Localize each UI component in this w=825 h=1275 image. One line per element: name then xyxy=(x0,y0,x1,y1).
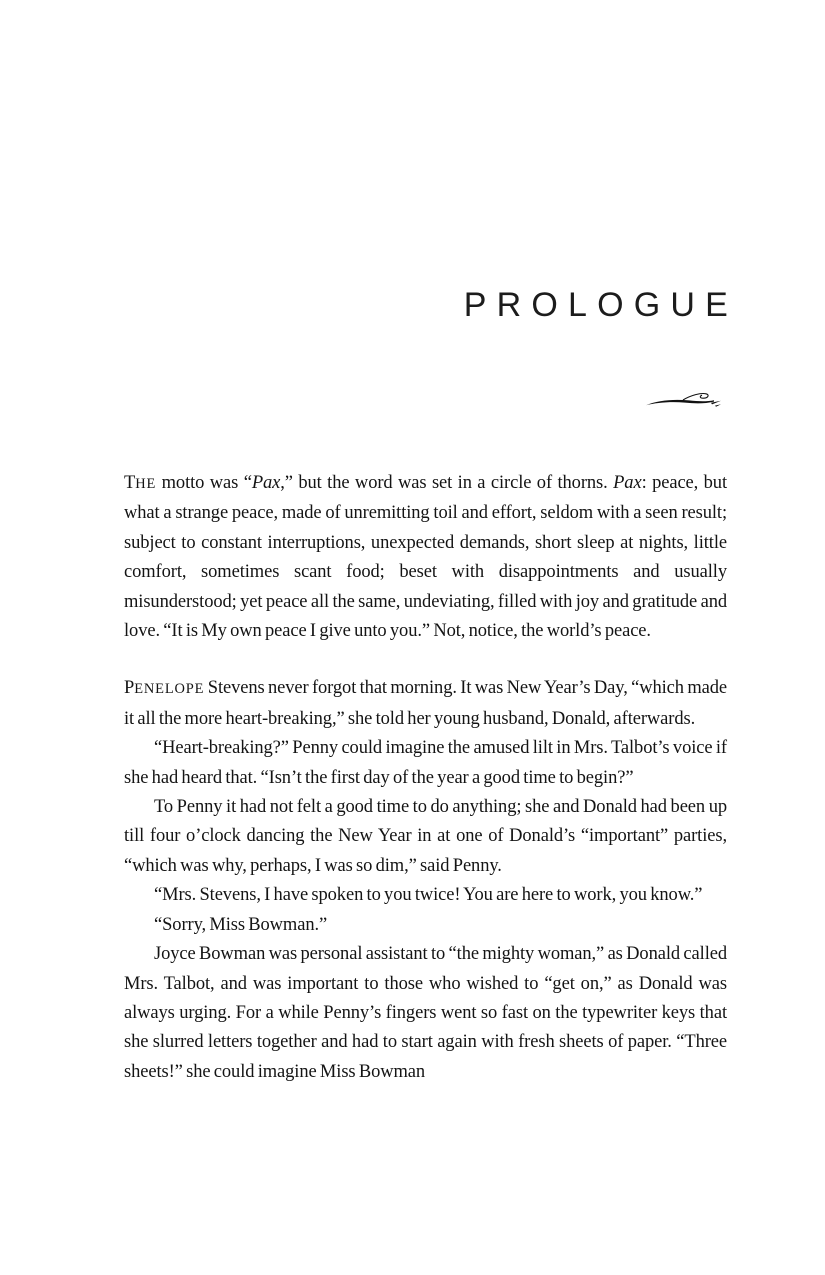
text-segment: T xyxy=(124,473,136,493)
dialogue-paragraph-3 xyxy=(124,911,727,940)
text-segment: P xyxy=(124,678,135,699)
text-segment: Pax xyxy=(613,473,642,493)
flourish-ornament xyxy=(124,390,727,415)
text-segment: : peace, but what a strange peace, made of unremitting toil and effort, seldom with a seen result; subject to constant interruptions, unexpected demands, short sleep at nights, little comfort, sometimes scant food; beset with disappointments and usually misunderstood; yet peace all the same, undeviating, filled with joy and gratitude and love. “It is My own peace I give unto you.” Not, notice, the world’s peace. xyxy=(124,473,727,642)
text-segment: HE xyxy=(135,476,157,492)
dialogue-paragraph-1 xyxy=(124,734,727,793)
chapter-heading: PROLOGUE xyxy=(463,286,738,324)
to-penny-paragraph xyxy=(124,793,727,881)
text-segment: Stevens never forgot that morning. It was New Year’s Day, “which made it all the more heart-breaking,” she told her young husband, Donald, afterwards. xyxy=(124,678,727,729)
text-segment: Joyce Bowman was personal assistant to “the mighty woman,” as Donald called Mrs. Talbot, and was important to those who wished to “get on,” as Donald was always urging. For a while Penny’s fingers went so fast on the typewriter keys that she slurred letters together and had to start again with fresh sheets of paper. “Three sheets!” she could imagine Miss Bowman xyxy=(124,944,727,1082)
joyce-bowman-paragraph xyxy=(124,940,727,1087)
dialogue-paragraph-2 xyxy=(124,881,727,910)
text-segment: motto was “ xyxy=(156,473,252,493)
text-segment: “Heart-breaking?” Penny could imagine the amused lilt in Mrs. Talbot’s voice if she had heard that. “Isn’t the first day of the year a good time to begin?” xyxy=(124,738,727,788)
penelope-paragraph xyxy=(124,674,727,734)
opening-paragraph xyxy=(124,469,727,646)
text-segment: To Penny it had not felt a good time to do anything; she and Donald had been up till four o’clock dancing the New Year in at one of Donald’s “important” parties, “which was why, perhaps, I was so dim,” said Penny. xyxy=(124,797,727,876)
text-segment: Pax xyxy=(251,473,281,493)
text-segment: ,” but the word was set in a circle of thorns. xyxy=(280,473,614,493)
text-segment: “Sorry, Miss Bowman.” xyxy=(154,914,328,935)
text-segment: ENELOPE xyxy=(134,681,205,698)
text-segment: “Mrs. Stevens, I have spoken to you twice! You are here to work, you know.” xyxy=(154,885,703,906)
body-text xyxy=(124,469,727,1087)
calligraphic-flourish-icon xyxy=(645,397,727,414)
